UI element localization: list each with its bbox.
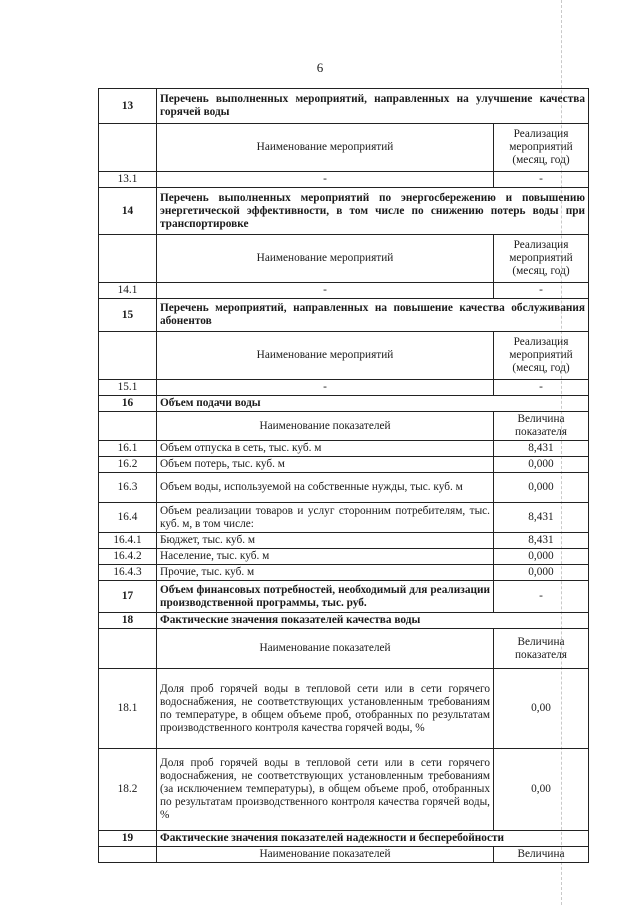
section-title: Фактические значения показателей качества воды	[157, 613, 589, 629]
column-header-name: Наименование показателей	[157, 412, 494, 441]
empty-cell	[99, 124, 157, 172]
row-name: Объем потерь, тыс. куб. м	[157, 457, 494, 473]
row-name: Объем реализации товаров и услуг сторонним потребителям, тыс. куб. м, в том числе:	[157, 503, 494, 533]
section-13-header	[99, 89, 589, 124]
column-header-value: Реализация мероприятий (месяц, год)	[494, 235, 589, 283]
section-number: 13	[99, 89, 157, 124]
table-row	[99, 669, 589, 749]
column-header-name: Наименование мероприятий	[157, 332, 494, 380]
row-number: 16.2	[99, 457, 157, 473]
table-row	[99, 380, 589, 396]
row-value: -	[494, 380, 589, 396]
row-number: 16.4.1	[99, 533, 157, 549]
table-row	[99, 441, 589, 457]
row-value: 0,000	[494, 473, 589, 503]
column-header-row	[99, 629, 589, 669]
section-number: 15	[99, 299, 157, 332]
row-value: 0,00	[494, 669, 589, 749]
column-header-value: Величина	[494, 847, 589, 863]
section-17-row	[99, 581, 589, 613]
row-value: 8,431	[494, 533, 589, 549]
row-number: 16.4	[99, 503, 157, 533]
section-title: Перечень выполненных мероприятий по энергосбережению и повышению энергетической эффективности, в том числе по снижению потерь воды при транспортировке	[157, 188, 589, 235]
section-number: 18	[99, 613, 157, 629]
column-header-row	[99, 124, 589, 172]
table-row	[99, 473, 589, 503]
section-number: 14	[99, 188, 157, 235]
table-row	[99, 503, 589, 533]
section-14-header	[99, 188, 589, 235]
table-row	[99, 565, 589, 581]
table-row	[99, 749, 589, 831]
row-value: -	[494, 172, 589, 188]
row-value: -	[494, 283, 589, 299]
row-number: 13.1	[99, 172, 157, 188]
section-title: Перечень выполненных мероприятий, направленных на улучшение качества горячей воды	[157, 89, 589, 124]
row-value: -	[494, 581, 589, 613]
column-header-name: Наименование мероприятий	[157, 124, 494, 172]
column-header-row	[99, 235, 589, 283]
column-header-value: Реализация мероприятий (месяц, год)	[494, 332, 589, 380]
row-name: -	[157, 283, 494, 299]
table-row	[99, 549, 589, 565]
row-value: 8,431	[494, 441, 589, 457]
row-number: 16.4.3	[99, 565, 157, 581]
row-value: 8,431	[494, 503, 589, 533]
row-name: Бюджет, тыс. куб. м	[157, 533, 494, 549]
section-number: 17	[99, 581, 157, 613]
section-16-header	[99, 396, 589, 412]
column-header-row	[99, 412, 589, 441]
section-number: 16	[99, 396, 157, 412]
table-row	[99, 283, 589, 299]
section-title: Объем подачи воды	[157, 396, 589, 412]
row-name: Объем воды, используемой на собственные нужды, тыс. куб. м	[157, 473, 494, 503]
row-name: Прочие, тыс. куб. м	[157, 565, 494, 581]
row-value: 0,000	[494, 457, 589, 473]
page-number: 6	[316, 60, 324, 75]
section-title: Перечень мероприятий, направленных на повышение качества обслуживания абонентов	[157, 299, 589, 332]
program-table	[98, 88, 589, 863]
section-number: 19	[99, 831, 157, 847]
empty-cell	[99, 332, 157, 380]
row-number: 18.2	[99, 749, 157, 831]
empty-cell	[99, 412, 157, 441]
row-number: 14.1	[99, 283, 157, 299]
column-header-value: Величина показателя	[494, 629, 589, 669]
row-number: 16.3	[99, 473, 157, 503]
row-name: -	[157, 172, 494, 188]
row-number: 16.1	[99, 441, 157, 457]
column-header-row	[99, 847, 589, 863]
table-row	[99, 457, 589, 473]
section-18-header	[99, 613, 589, 629]
table-row	[99, 172, 589, 188]
section-15-header	[99, 299, 589, 332]
column-header-name: Наименование показателей	[157, 847, 494, 863]
row-name: Население, тыс. куб. м	[157, 549, 494, 565]
row-name: Объем отпуска в сеть, тыс. куб. м	[157, 441, 494, 457]
column-header-row	[99, 332, 589, 380]
row-number: 18.1	[99, 669, 157, 749]
empty-cell	[99, 847, 157, 863]
empty-cell	[99, 629, 157, 669]
row-name: Доля проб горячей воды в тепловой сети или в сети горячего водоснабжения, не соответствующих установленным требованиям по температуре, в общем объеме проб, отобранных по результатам производственного контроля качества горячей воды, %	[157, 669, 494, 749]
table-row	[99, 533, 589, 549]
column-header-name: Наименование показателей	[157, 629, 494, 669]
row-value: 0,000	[494, 565, 589, 581]
section-19-header	[99, 831, 589, 847]
row-name: -	[157, 380, 494, 396]
column-header-value: Реализация мероприятий (месяц, год)	[494, 124, 589, 172]
section-title: Объем финансовых потребностей, необходимый для реализации производственной программы, тыс. руб.	[157, 581, 494, 613]
row-number: 15.1	[99, 380, 157, 396]
row-value: 0,000	[494, 549, 589, 565]
row-number: 16.4.2	[99, 549, 157, 565]
column-header-name: Наименование мероприятий	[157, 235, 494, 283]
empty-cell	[99, 235, 157, 283]
section-title: Фактические значения показателей надежности и бесперебойности	[157, 831, 589, 847]
row-value: 0,00	[494, 749, 589, 831]
row-name: Доля проб горячей воды в тепловой сети или в сети горячего водоснабжения, не соответствующих установленным требованиям (за исключением температуры), в общем объеме проб, отобранных по результатам производственного контроля качества горячей воды, %	[157, 749, 494, 831]
column-header-value: Величина показателя	[494, 412, 589, 441]
